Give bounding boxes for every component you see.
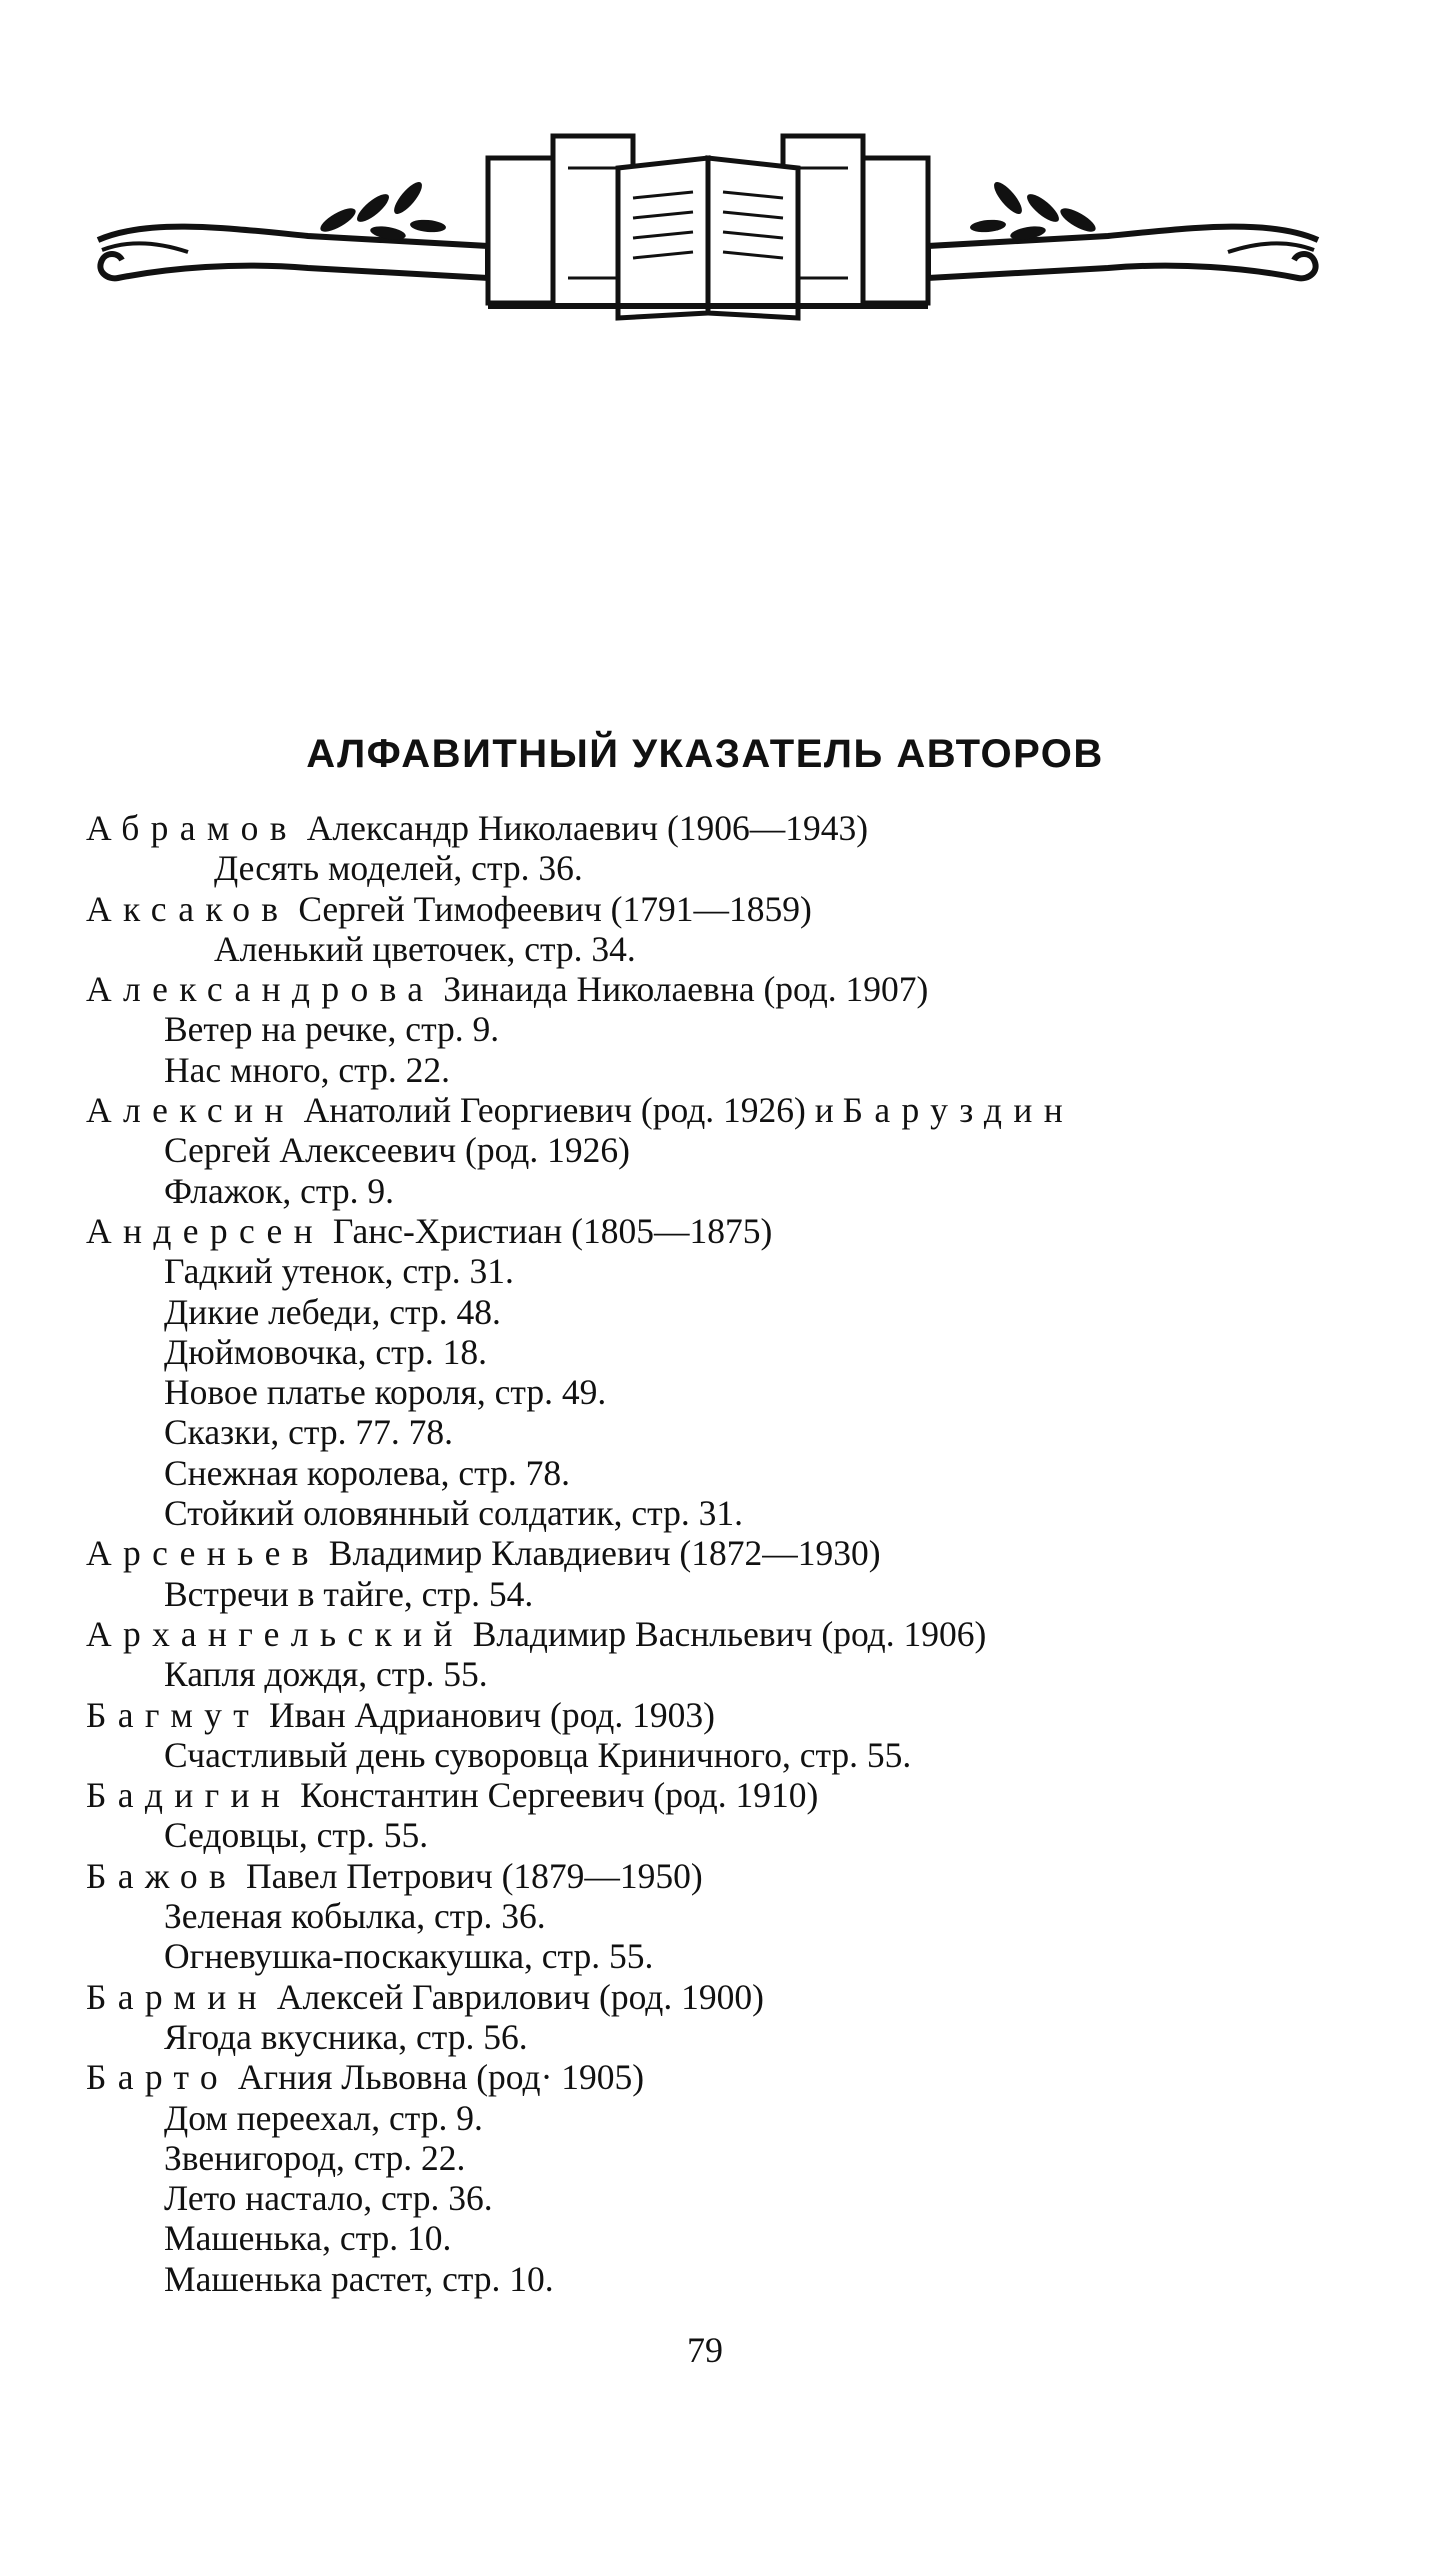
work-entry: Гадкий утенок, стр. 31.	[164, 1251, 514, 1292]
work-entry: Встречи в тайге, стр. 54.	[164, 1573, 534, 1614]
author-entry	[86, 2057, 1386, 2097]
author-entry	[86, 1090, 1386, 1130]
work-entry: Снежная королева, стр. 78.	[164, 1452, 570, 1493]
author-details: Алексей Гаврилович (род. 1900)	[267, 1976, 764, 2017]
author-entry	[86, 1533, 1386, 1573]
books-ribbon-laurel-ornament-icon	[88, 128, 1328, 328]
work-entry: Машенька растет, стр. 10.	[164, 2258, 554, 2299]
author-details: Агния Львовна (род· 1905)	[229, 2057, 645, 2098]
work-entry: Новое платье короля, стр. 49.	[164, 1372, 607, 1413]
work-entry: Десять моделей, стр. 36.	[214, 848, 583, 889]
author-surname: Аксаков	[86, 888, 290, 929]
work-entry: Сергей Алексеевич (род. 1926)	[164, 1130, 630, 1171]
work-entry: Дюймовочка, стр. 18.	[164, 1331, 487, 1372]
work-entry: Сказки, стр. 77. 78.	[164, 1412, 453, 1453]
work-entry: Аленький цветочек, стр. 34.	[214, 928, 636, 969]
author-surname: Бажов	[86, 1855, 238, 1896]
author-surname: Багмут	[86, 1694, 261, 1735]
author-entry	[86, 889, 1386, 929]
author-index-list	[86, 808, 1386, 2299]
work-entry: Машенька, стр. 10.	[164, 2218, 452, 2259]
work-entry: Дикие лебеди, стр. 48.	[164, 1291, 501, 1332]
author-surname: Арсеньев	[86, 1533, 320, 1574]
author-details: Зинаида Николаевна (род. 1907)	[434, 969, 929, 1010]
author-details: Константин Сергеевич (род. 1910)	[291, 1775, 819, 1816]
author-entry	[86, 969, 1386, 1009]
work-entry: Счастливый день суворовца Криничного, стр. 55.	[164, 1734, 912, 1775]
author-surname: Абрамов	[86, 808, 298, 848]
author-surname: Барто	[86, 2057, 230, 2098]
work-entry: Ягода вкусника, стр. 56.	[164, 2016, 528, 2057]
author-details: Анатолий Георгиевич (род. 1926) и	[294, 1090, 843, 1131]
page-number: 79	[687, 2330, 723, 2370]
work-entry: Капля дождя, стр. 55.	[164, 1654, 488, 1695]
author-details: Иван Адрианович (род. 1903)	[260, 1694, 715, 1735]
work-entry: Флажок, стр. 9.	[164, 1170, 394, 1211]
work-entry: Нас много, стр. 22.	[164, 1049, 450, 1090]
author-surname: Баруздин	[842, 1090, 1075, 1131]
author-entry	[86, 1211, 1386, 1251]
author-surname: Алексин	[86, 1090, 295, 1131]
author-details: Сергей Тимофеевич (1791—1859)	[289, 888, 812, 929]
work-entry: Лето настало, стр. 36.	[164, 2178, 493, 2219]
work-entry: Ветер на речке, стр. 9.	[164, 1009, 500, 1050]
author-details: Александр Николаевич (1906—1943)	[297, 808, 869, 848]
author-entry	[86, 1856, 1386, 1896]
author-entry	[86, 808, 1386, 848]
work-entry: Огневушка-поскакушка, стр. 55.	[164, 1936, 654, 1977]
author-details: Владимир Клавдиевич (1872—1930)	[319, 1533, 881, 1574]
author-surname: Бадигин	[86, 1775, 292, 1816]
author-details: Павел Петрович (1879—1950)	[237, 1855, 703, 1896]
work-entry: Дом переехал, стр. 9.	[164, 2097, 483, 2138]
author-surname: Александрова	[86, 969, 435, 1010]
author-entry	[86, 1775, 1386, 1815]
work-entry: Стойкий оловянный солдатик, стр. 31.	[164, 1493, 743, 1534]
author-surname: Андерсен	[86, 1210, 325, 1251]
author-details: Владимир Васнльевич (род. 1906)	[463, 1613, 987, 1654]
author-details: Ганс-Христиан (1805—1875)	[324, 1210, 773, 1251]
work-entry: Седовцы, стр. 55.	[164, 1815, 429, 1856]
author-entry	[86, 1977, 1386, 2017]
author-surname: Архангельский	[86, 1613, 464, 1654]
author-entry	[86, 1695, 1386, 1735]
page-title: АЛФАВИТНЫЙ УКАЗАТЕЛЬ АВТОРОВ	[306, 732, 1104, 776]
work-entry: Зеленая кобылка, стр. 36.	[164, 1896, 546, 1937]
author-surname: Бармин	[86, 1976, 268, 2017]
author-entry	[86, 1614, 1386, 1654]
work-entry: Звенигород, стр. 22.	[164, 2137, 466, 2178]
